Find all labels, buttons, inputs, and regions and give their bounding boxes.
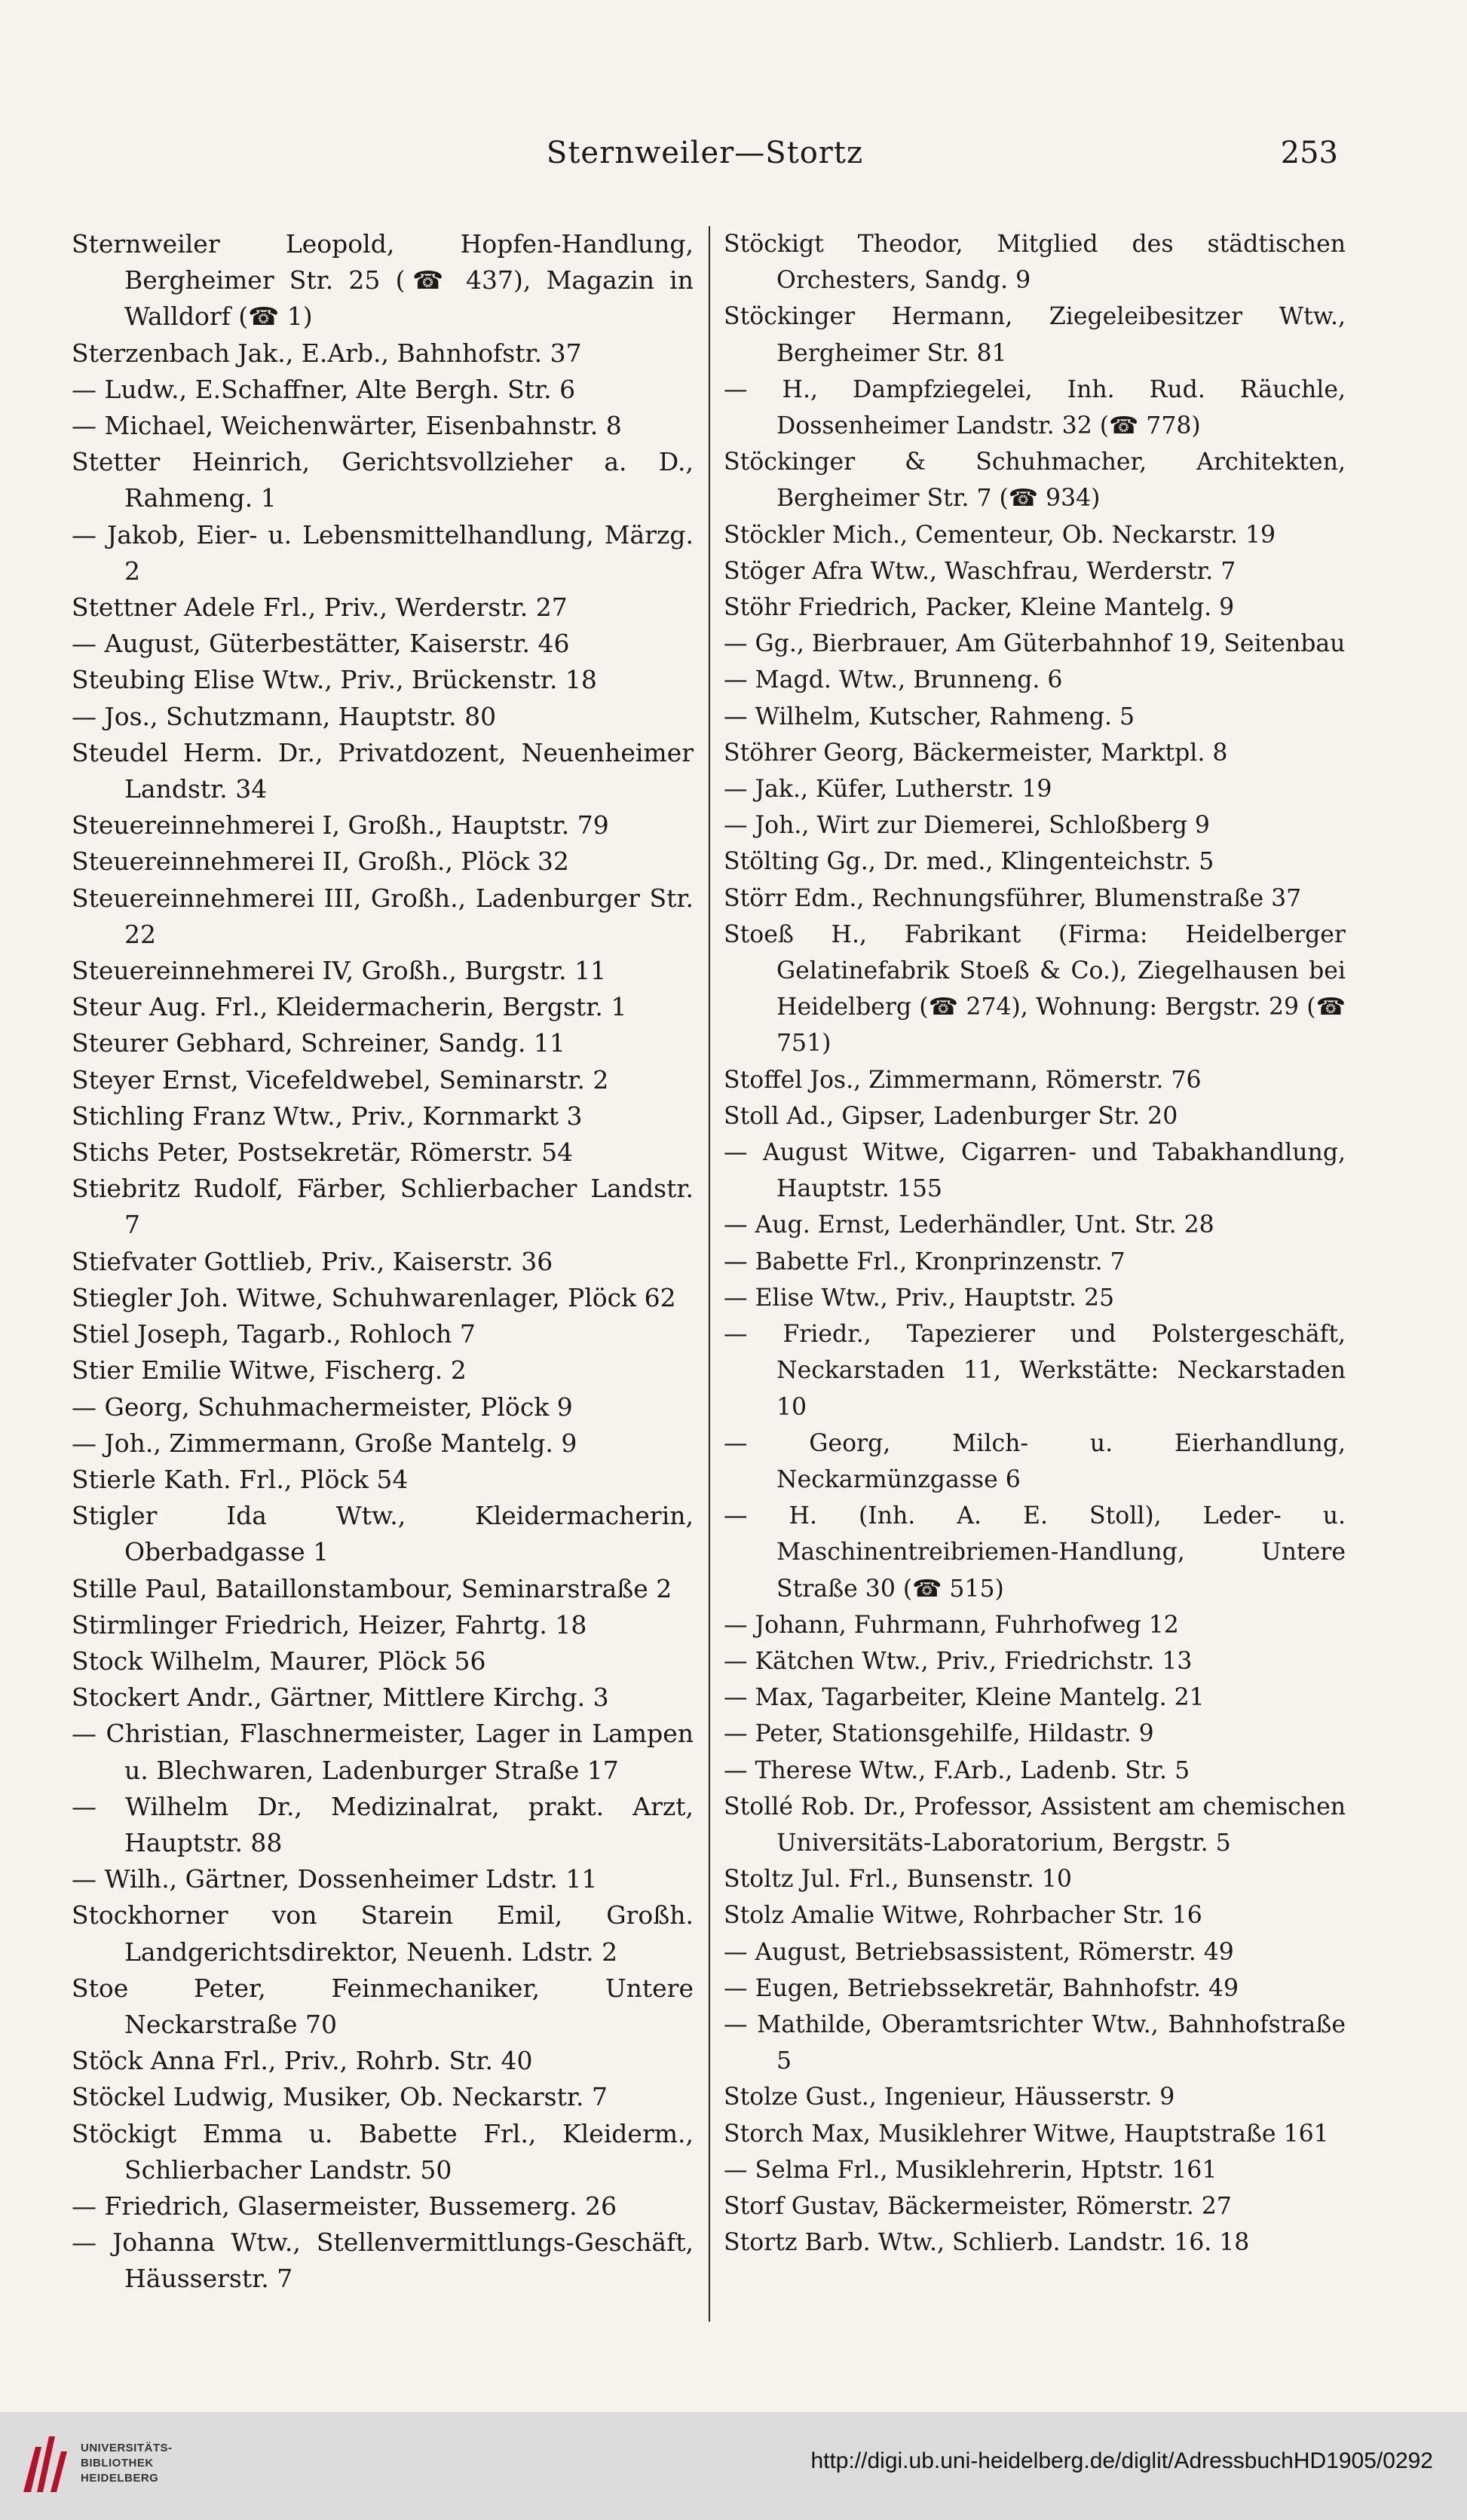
directory-entry: Stöckigt Emma u. Babette Frl., Kleiderm., Schlierbacher Landstr. 50 <box>72 2118 694 2185</box>
directory-entry: — Kätchen Wtw., Priv., Friedrichstr. 13 <box>724 1647 1193 1675</box>
directory-entry: Stöger Afra Wtw., Waschfrau, Werderstr. 7 <box>724 557 1236 585</box>
source-url[interactable]: http://digi.ub.uni-heidelberg.de/diglit/AdressbuchHD1905/0292 <box>810 2448 1433 2473</box>
directory-entry: Stöck Anna Frl., Priv., Rohrb. Str. 40 <box>72 2046 533 2076</box>
directory-entry: — Georg, Milch- u. Eierhandlung, Neckarmünzgasse 6 <box>724 1429 1346 1493</box>
directory-entry: Steudel Herm. Dr., Privatdozent, Neuenheimer Landstr. 34 <box>72 737 694 804</box>
directory-entry: — Eugen, Betriebssekretär, Bahnhofstr. 49 <box>724 1974 1239 2002</box>
directory-entry: Steuereinnehmerei II, Großh., Plöck 32 <box>72 847 569 877</box>
directory-entry: Stiegler Joh. Witwe, Schuhwarenlager, Plöck 62 <box>72 1282 676 1312</box>
directory-entry: — Ludw., E.Schaffner, Alte Bergh. Str. 6 <box>72 374 576 404</box>
running-title: Sternweiler—Stortz <box>546 136 864 170</box>
page-number: 253 <box>1280 136 1338 170</box>
directory-entry: Sternweiler Leopold, Hopfen-Handlung, Bergheimer Str. 25 (☎ 437), Magazin in Walldorf (☎ 1) <box>72 229 694 332</box>
directory-entry: Storf Gustav, Bäckermeister, Römerstr. 27 <box>724 2192 1232 2220</box>
directory-entry: Stiebritz Rudolf, Färber, Schlierbacher Landstr. 7 <box>72 1174 694 1240</box>
directory-entry: Stortz Barb. Wtw., Schlierb. Landstr. 16. 18 <box>724 2229 1250 2257</box>
directory-entry: — Jak., Küfer, Lutherstr. 19 <box>724 776 1052 804</box>
directory-entry: Steuereinnehmerei IV, Großh., Burgstr. 11 <box>72 956 607 986</box>
library-seal-icon <box>19 2432 72 2497</box>
directory-entry: Stoltz Jul. Frl., Bunsenstr. 10 <box>724 1866 1072 1894</box>
directory-entry: — Jos., Schutzmann, Hauptstr. 80 <box>72 701 497 731</box>
directory-entry: Stöhrer Georg, Bäckermeister, Marktpl. 8 <box>724 739 1228 767</box>
directory-entry: — Elise Wtw., Priv., Hauptstr. 25 <box>724 1284 1115 1312</box>
directory-entry: — Babette Frl., Kronprinzenstr. 7 <box>724 1248 1126 1275</box>
directory-entry: — Mathilde, Oberamtsrichter Wtw., Bahnhofstraße 5 <box>724 2010 1346 2075</box>
directory-entry: — Wilhelm, Kutscher, Rahmeng. 5 <box>724 703 1135 730</box>
directory-entry: Stölting Gg., Dr. med., Klingenteichstr. 5 <box>724 848 1214 876</box>
directory-entry: — Wilhelm Dr., Medizinalrat, prakt. Arzt, Hauptstr. 88 <box>72 1791 694 1857</box>
directory-entry: — Friedr., Tapezierer und Polstergeschäft, Neckarstaden 11, Werkstätte: Neckarstaden 10 <box>724 1321 1346 1421</box>
directory-entry: — Aug. Ernst, Lederhändler, Unt. Str. 28 <box>724 1211 1214 1239</box>
directory-entry: — H., Dampfziegelei, Inh. Rud. Räuchle, Dossenheimer Landstr. 32 (☎ 778) <box>724 375 1346 440</box>
directory-entry: Stille Paul, Bataillonstambour, Seminarstraße 2 <box>72 1573 672 1603</box>
directory-entry: — August Witwe, Cigarren- und Tabakhandlung, Hauptstr. 155 <box>724 1139 1346 1203</box>
directory-entry: Stierle Kath. Frl., Plöck 54 <box>72 1464 409 1494</box>
library-logo <box>19 2427 200 2503</box>
directory-entry: Stöckler Mich., Cementeur, Ob. Neckarstr. 19 <box>724 521 1276 549</box>
directory-entry: Stoll Ad., Gipser, Ladenburger Str. 20 <box>724 1102 1178 1130</box>
directory-entry: Stöckinger & Schuhmacher, Architekten, Bergheimer Str. 7 (☎ 934) <box>724 449 1346 513</box>
directory-entry: Steur Aug. Frl., Kleidermacherin, Bergstr. 1 <box>72 992 627 1022</box>
directory-entry: Stollé Rob. Dr., Professor, Assistent am chemischen Universitäts-Laboratorium, Bergstr. 5 <box>724 1793 1346 1857</box>
directory-entry: Stettner Adele Frl., Priv., Werderstr. 27 <box>72 592 568 623</box>
library-name-line: UNIVERSITÄTS- <box>81 2442 173 2454</box>
directory-entry: — Christian, Flaschnermeister, Lager in Lampen u. Blechwaren, Ladenburger Straße 17 <box>72 1719 694 1785</box>
directory-entry: Stiel Joseph, Tagarb., Rohloch 7 <box>72 1319 476 1349</box>
directory-entry: Steuereinnehmerei I, Großh., Hauptstr. 79 <box>72 810 609 841</box>
directory-entry: Stoffel Jos., Zimmermann, Römerstr. 76 <box>724 1066 1202 1094</box>
directory-entry: Stetter Heinrich, Gerichtsvollzieher a. D., Rahmeng. 1 <box>72 447 694 513</box>
directory-entry: Stoeß H., Fabrikant (Firma: Heidelberger Gelatinefabrik Stoeß & Co.), Ziegelhausen bei Heidelberg (☎ 274), Wohnung: Bergstr. 29 (☎ 751) <box>724 920 1346 1058</box>
page-header <box>72 136 1338 181</box>
directory-entry: — Therese Wtw., F.Arb., Ladenb. Str. 5 <box>724 1756 1190 1784</box>
directory-entry: — Johann, Fuhrmann, Fuhrhofweg 12 <box>724 1611 1179 1639</box>
directory-entry: Stolz Amalie Witwe, Rohrbacher Str. 16 <box>724 1902 1202 1930</box>
directory-entry: Steurer Gebhard, Schreiner, Sandg. 11 <box>72 1028 565 1058</box>
directory-entry: — August, Güterbestätter, Kaiserstr. 46 <box>72 629 570 659</box>
directory-entry: — Peter, Stationsgehilfe, Hildastr. 9 <box>724 1720 1154 1748</box>
right-column <box>724 226 1346 2261</box>
library-name <box>81 2441 173 2486</box>
directory-entry: Stöhr Friedrich, Packer, Kleine Mantelg. 9 <box>724 594 1235 622</box>
directory-entry: Stolze Gust., Ingenieur, Häusserstr. 9 <box>724 2084 1175 2111</box>
directory-entry: — Gg., Bierbrauer, Am Güterbahnhof 19, Seitenbau <box>724 630 1346 658</box>
directory-entry: Stoe Peter, Feinmechaniker, Untere Neckarstraße 70 <box>72 1973 694 2039</box>
directory-entry: — Jakob, Eier- u. Lebensmittelhandlung, Märzg. 2 <box>72 519 694 586</box>
left-column <box>72 226 694 2298</box>
column-divider <box>709 226 710 2322</box>
directory-entry: Stöckigt Theodor, Mitglied des städtischen Orchesters, Sandg. 9 <box>724 231 1346 295</box>
directory-entry: Stier Emilie Witwe, Fischerg. 2 <box>72 1355 467 1386</box>
directory-entry: Stigler Ida Wtw., Kleidermacherin, Oberbadgasse 1 <box>72 1501 694 1567</box>
directory-entry: Stöckinger Hermann, Ziegeleibesitzer Wtw., Bergheimer Str. 81 <box>724 303 1346 367</box>
directory-entry: Storch Max, Musiklehrer Witwe, Hauptstraße 161 <box>724 2120 1329 2148</box>
directory-entry: Stockhorner von Starein Emil, Großh. Landgerichtsdirektor, Neuenh. Ldstr. 2 <box>72 1900 694 1967</box>
directory-entry: Stirmlinger Friedrich, Heizer, Fahrtg. 18 <box>72 1609 587 1640</box>
directory-entry: — H. (Inh. A. E. Stoll), Leder- u. Maschinentreibriemen-Handlung, Untere Straße 30 (☎ 515) <box>724 1502 1346 1603</box>
directory-entry: — Max, Tagarbeiter, Kleine Mantelg. 21 <box>724 1684 1205 1712</box>
directory-entry: — Michael, Weichenwärter, Eisenbahnstr. 8 <box>72 411 622 441</box>
directory-entry: Stöckel Ludwig, Musiker, Ob. Neckarstr. 7 <box>72 2082 608 2112</box>
directory-entry: Stock Wilhelm, Maurer, Plöck 56 <box>72 1646 486 1676</box>
library-name-line: HEIDELBERG <box>81 2472 159 2485</box>
directory-entry: Steubing Elise Wtw., Priv., Brückenstr. 18 <box>72 665 597 695</box>
directory-entry: Steyer Ernst, Vicefeldwebel, Seminarstr. 2 <box>72 1064 609 1095</box>
directory-entry: — Georg, Schuhmachermeister, Plöck 9 <box>72 1392 573 1422</box>
footer-bar <box>0 2412 1467 2520</box>
directory-entry: Stichling Franz Wtw., Priv., Kornmarkt 3 <box>72 1101 583 1131</box>
directory-entry: — Friedrich, Glasermeister, Bussemerg. 26 <box>72 2191 617 2221</box>
directory-entry: Sterzenbach Jak., E.Arb., Bahnhofstr. 37 <box>72 338 582 368</box>
directory-entry: — August, Betriebsassistent, Römerstr. 49 <box>724 1938 1234 1966</box>
directory-entry: — Joh., Zimmermann, Große Mantelg. 9 <box>72 1428 577 1458</box>
directory-entry: Stockert Andr., Gärtner, Mittlere Kirchg. 3 <box>72 1683 609 1713</box>
directory-entry: — Magd. Wtw., Brunneng. 6 <box>724 666 1063 694</box>
directory-entry: Steuereinnehmerei III, Großh., Ladenburger Str. 22 <box>72 883 694 949</box>
library-name-line: BIBLIOTHEK <box>81 2457 154 2469</box>
directory-entry: Stiefvater Gottlieb, Priv., Kaiserstr. 36 <box>72 1246 553 1276</box>
directory-entry: Stichs Peter, Postsekretär, Römerstr. 54 <box>72 1138 574 1168</box>
directory-entry: — Selma Frl., Musiklehrerin, Hptstr. 161 <box>724 2156 1217 2184</box>
directory-entry: — Johanna Wtw., Stellenvermittlungs-Geschäft, Häusserstr. 7 <box>72 2228 694 2294</box>
directory-entry: — Wilh., Gärtner, Dossenheimer Ldstr. 11 <box>72 1864 598 1894</box>
directory-entry: — Joh., Wirt zur Diemerei, Schloßberg 9 <box>724 812 1210 840</box>
directory-entry: Störr Edm., Rechnungsführer, Blumenstraße 37 <box>724 884 1302 912</box>
